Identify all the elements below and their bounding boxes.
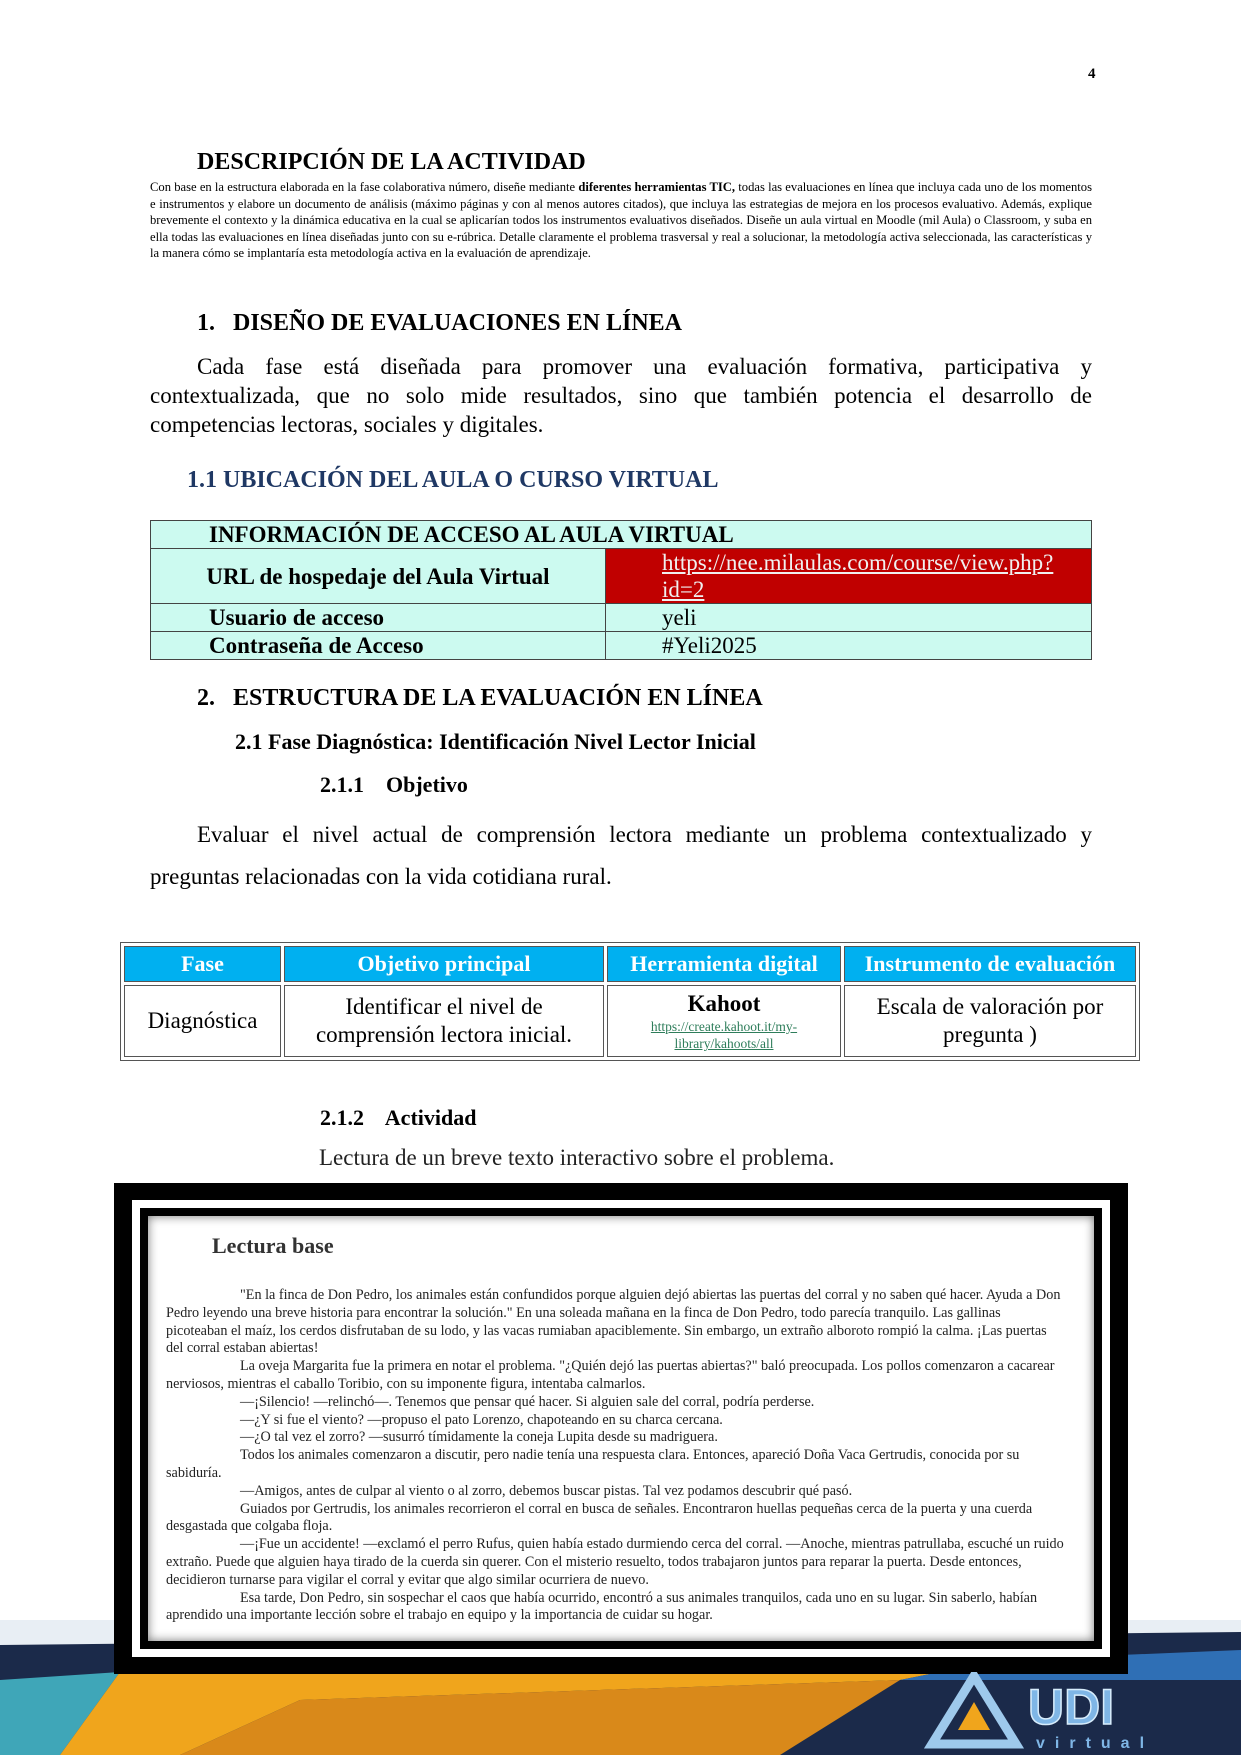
section1-subtitle: 1.1 UBICACIÓN DEL AULA O CURSO VIRTUAL — [187, 467, 719, 493]
description-text-2: todas las evaluaciones en línea que incluya cada uno de los momentos e instrumentos y elabore un documento de análisis (máximo páginas y con al menos autores citados), que incluya las estrategias de mejora en los procesos evaluativo. Además, explique brevemente el contexto y la dinámica educativa en la cual se aplicarían todos los instrumentos evaluativos diseñados. Diseñe un aula virtual en Moodle (mil Aula) o Classroom, y suba en ella todas las evaluaciones en línea diseñadas junto con su e-rúbrica. Detalle claramente el problema trasversal y real a solucionar, la metodología activa seleccionada, las características y la manera cómo se implantaría esta metodología activa en la evaluación de aprendizaje. — [150, 180, 1092, 261]
reading-paragraph: —¡Silencio! —relinchó—. Tenemos que pensar qué hacer. Si alguien sale del corral, podría perderse. — [240, 1393, 815, 1410]
reading-paragraph: Todos los animales comenzaron a discutir, pero nadie tenía una respuesta clara. Entonces, apareció Doña Vaca Gertrudis, conocida por su sabiduría. — [166, 1447, 1020, 1481]
activity-heading: 2.1.2 Actividad — [320, 1105, 477, 1130]
password-value: #Yeli2025 — [606, 632, 1092, 660]
reading-title: Lectura base — [212, 1233, 334, 1258]
kahoot-link[interactable]: https://create.kahoot.it/my-library/kahoots/all — [650, 1019, 798, 1051]
access-table — [150, 520, 1092, 660]
phase-header-objetivo: Objetivo principal — [284, 946, 604, 982]
description-body — [150, 179, 1092, 262]
udi-virtual-logo — [924, 1672, 1184, 1752]
phase-objetivo-cell: Identificar el nivel de comprensión lectora inicial. — [284, 985, 604, 1057]
phase-fase-cell: Diagnóstica — [124, 985, 281, 1057]
reading-paragraph: —¿O tal vez el zorro? —susurró tímidamente la coneja Lupita desde su madriguera. — [240, 1429, 718, 1446]
section1-title: 1. DISEÑO DE EVALUACIONES EN LÍNEA — [197, 310, 683, 336]
user-label: Usuario de acceso — [151, 604, 606, 632]
kahoot-name: Kahoot — [687, 991, 761, 1016]
phase-herramienta-cell — [607, 985, 841, 1057]
section2-subtitle: 2.1 Fase Diagnóstica: Identificación Nivel Lector Inicial — [235, 729, 756, 754]
description-text-1: Con base en la estructura elaborada en la fase colaborativa número, diseñe mediante — [150, 180, 579, 194]
description-text-bold: diferentes herramientas TIC, — [578, 180, 736, 194]
objective-heading: 2.1.1 Objetivo — [320, 772, 468, 797]
logo-subtext: virtual — [1036, 1735, 1155, 1752]
section1-paragraph: Cada fase está diseñada para promover una evaluación formativa, participativa y contextualizada, que no solo mide resultados, sino que también potencia el desarrollo de competencias lectoras, sociales y digitales. — [150, 354, 1092, 437]
user-value: yeli — [606, 604, 1092, 632]
section2-title: 2. ESTRUCTURA DE LA EVALUACIÓN EN LÍNEA — [197, 685, 763, 711]
phase-table — [120, 942, 1140, 1061]
reading-body — [166, 1287, 1064, 1625]
password-label: Contraseña de Acceso — [151, 632, 606, 660]
url-link[interactable]: https://nee.milaulas.com/course/view.php?id=2 — [606, 549, 1092, 604]
reading-paragraph: La oveja Margarita fue la primera en notar el problema. "¿Quién dejó las puertas abiertas?" baló preocupada. Los pollos comenzaron a cacarear nerviosos, mientras el caballo Toribio, con su imponente figura, intentaba calmarlos. — [166, 1358, 1055, 1392]
access-table-header: INFORMACIÓN DE ACCESO AL AULA VIRTUAL — [151, 521, 1092, 549]
reading-paragraph: Guiados por Gertrudis, los animales recorrieron el corral en busca de señales. Encontraron huellas pequeñas cerca de la puerta y una cuerda desgastada que colgaba floja. — [166, 1500, 1033, 1535]
url-label: URL de hospedaje del Aula Virtual — [151, 549, 606, 604]
reading-paragraph: Esa tarde, Don Pedro, sin sospechar el caos que había ocurrido, encontró a sus animales tranquilos, cada uno en su lugar. Sin saberlo, habían aprendido una importante lección sobre el trabajo en equipo y la importancia de cuidar su hogar. — [166, 1589, 1038, 1624]
page-number: 4 — [1088, 66, 1096, 82]
logo-inner-triangle-icon — [958, 1702, 990, 1730]
reading-paragraph: —Amigos, antes de culpar al viento o al zorro, debemos buscar pistas. Tal vez podamos descubrir qué pasó. — [240, 1482, 853, 1499]
activity-text: Lectura de un breve texto interactivo sobre el problema. — [319, 1145, 835, 1170]
reading-paragraph: "En la finca de Don Pedro, los animales están confundidos porque alguien dejó abiertas las puertas del corral y no saben qué hacer. Ayuda a Don Pedro leyendo una breve historia para encontrar la solución." En una soleada mañana en la finca de Don Pedro, todo parecía tranquilo. Las gallinas picoteaban el maíz, los cerdos disfrutaban de su lodo, y las vacas rumiaban apaciblemente. Sin embargo, un extraño alboroto rompió la calma. ¡Las puertas del corral estaban abiertas! — [166, 1287, 1061, 1357]
phase-header-instrumento: Instrumento de evaluación — [844, 946, 1136, 982]
reading-paragraph: —¿Y si fue el viento? —propuso el pato Lorenzo, chapoteando en su charca cercana. — [240, 1411, 723, 1428]
phase-instrumento-cell: Escala de valoración por pregunta ) — [844, 985, 1136, 1057]
objective-text: Evaluar el nivel actual de comprensión lectora mediante un problema contextualizado y preguntas relacionadas con la vida cotidiana rural. — [150, 822, 1092, 889]
reading-paragraph: —¡Fue un accidente! —exclamó el perro Rufus, quien había estado durmiendo cerca del corral. —Anoche, mientras patrullaba, escuché un ruido extraño. Puede que alguien haya tirado de la cuerda sin querer. Con el misterio resuelto, todos trabajaron juntos para reparar la puerta. Desde entonces, decidieron turnarse para vigilar el corral y evitar que algo similar ocurriera de nuevo. — [166, 1536, 1064, 1588]
logo-text: UDI — [1028, 1679, 1115, 1735]
phase-header-fase: Fase — [124, 946, 281, 982]
phase-header-herramienta: Herramienta digital — [607, 946, 841, 982]
description-title: DESCRIPCIÓN DE LA ACTIVIDAD — [197, 149, 586, 175]
